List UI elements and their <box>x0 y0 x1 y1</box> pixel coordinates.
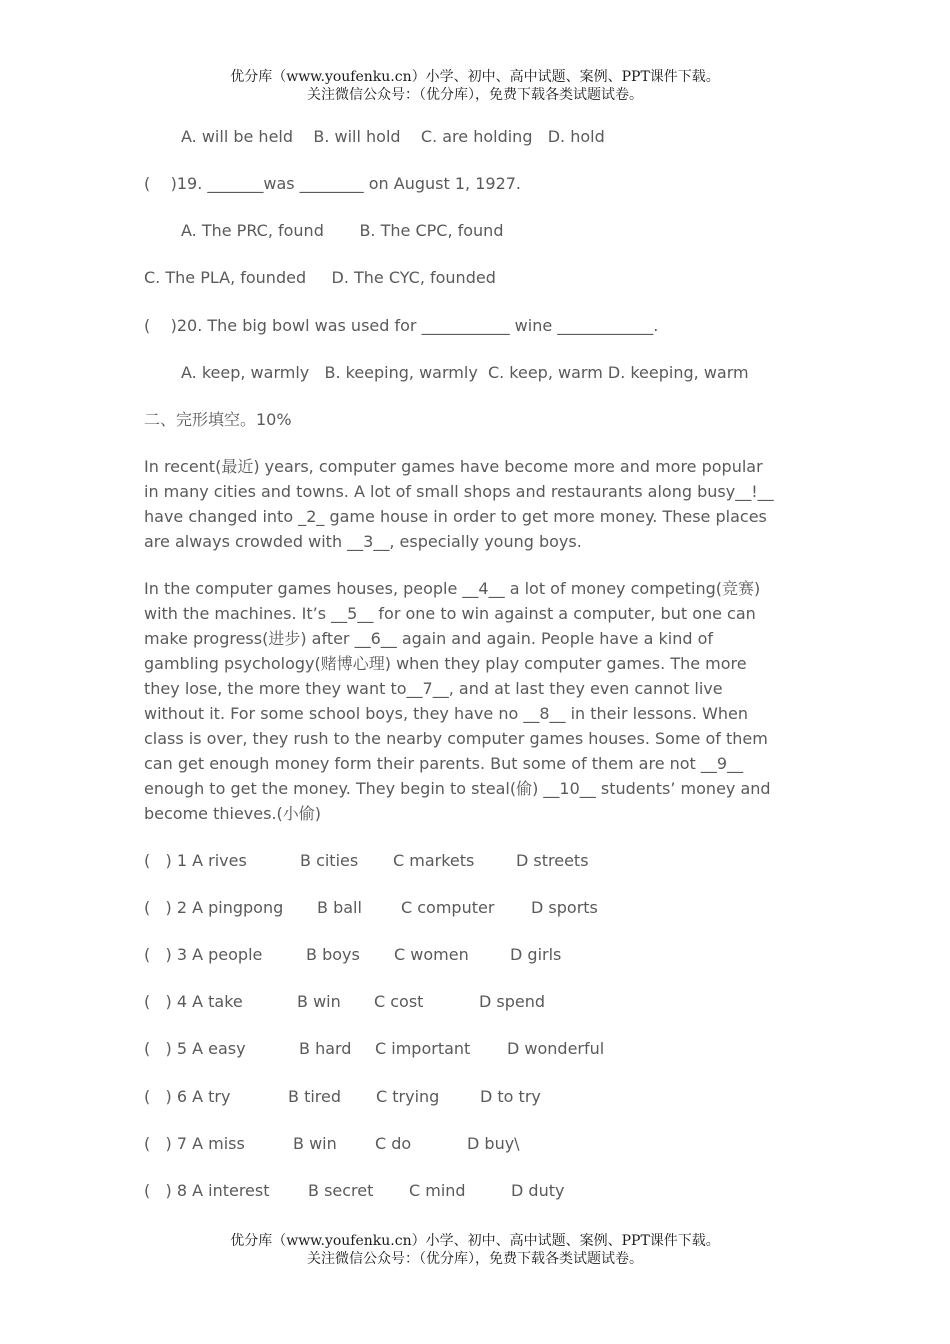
option-d: D streets <box>516 851 589 870</box>
page-footer <box>0 1232 950 1268</box>
paragraph-line: enough to get the money. They begin to steal(偷) __10__ students’ money and <box>144 779 771 798</box>
question-lead: ( ) 6 A try <box>144 1087 231 1106</box>
option-c: C markets <box>393 851 475 870</box>
q18-options: A. will be held B. will hold C. are holding D. hold <box>181 127 605 146</box>
paragraph-line: with the machines. It’s __5__ for one to win against a computer, but one can <box>144 604 756 623</box>
question-lead: ( ) 7 A miss <box>144 1134 245 1153</box>
q19-stem: ( )19. _______was ________ on August 1, 1927. <box>144 174 522 193</box>
paragraph-line: without it. For some school boys, they have no __8__ in their lessons. When <box>144 704 748 723</box>
paragraph-line: class is over, they rush to the nearby computer games houses. Some of them <box>144 729 768 748</box>
paragraph-line: gambling psychology(赌博心理) when they play computer games. The more <box>144 654 747 673</box>
option-c: C important <box>375 1039 471 1058</box>
cloze-question-4 <box>144 989 546 1014</box>
option-d: D to try <box>480 1087 541 1106</box>
cloze-question-7 <box>144 1131 520 1156</box>
question-lead: ( ) 5 A easy <box>144 1039 246 1058</box>
question-lead: ( ) 8 A interest <box>144 1181 270 1200</box>
option-b: B win <box>293 1134 337 1153</box>
cloze-question-6 <box>144 1084 541 1109</box>
option-b: B hard <box>299 1039 352 1058</box>
option-b: B ball <box>317 898 362 917</box>
option-c: C computer <box>401 898 495 917</box>
option-d: D duty <box>511 1181 565 1200</box>
cloze-question-5 <box>144 1036 605 1061</box>
paragraph-line: in many cities and towns. A lot of small shops and restaurants along busy__!__ <box>144 482 774 501</box>
paragraph-line: In recent(最近) years, computer games have become more and more popular <box>144 457 763 476</box>
paragraph-line: they lose, the more they want to__7__, and at last they even cannot live <box>144 679 723 698</box>
cloze-question-8 <box>144 1178 565 1203</box>
cloze-paragraph-2 <box>144 576 808 826</box>
option-d: D girls <box>510 945 562 964</box>
option-b: B win <box>297 992 341 1011</box>
option-c: C cost <box>374 992 424 1011</box>
paragraph-line: make progress(进步) after __6__ again and again. People have a kind of <box>144 629 714 648</box>
section-heading-cloze: 二、完形填空。10% <box>144 410 292 429</box>
question-lead: ( ) 3 A people <box>144 945 263 964</box>
footer-line-1: 优分库（www.youfenku.cn）小学、初中、高中试题、案例、PPT课件下载。 <box>230 1233 720 1249</box>
paragraph-line: In the computer games houses, people __4__ a lot of money competing(竞赛) <box>144 579 761 598</box>
q19-options-cd: C. The PLA, founded D. The CYC, founded <box>144 268 496 287</box>
page-header <box>0 68 950 104</box>
cloze-question-2 <box>144 895 598 920</box>
q20-stem: ( )20. The big bowl was used for ___________ wine ____________. <box>144 316 659 335</box>
option-c: C do <box>375 1134 412 1153</box>
option-c: C women <box>394 945 469 964</box>
option-b: B cities <box>300 851 359 870</box>
paragraph-line: become thieves.(小偷) <box>144 804 322 823</box>
header-line-2: 关注微信公众号：（优分库），免费下载各类试题试卷。 <box>307 87 643 103</box>
option-d: D wonderful <box>507 1039 605 1058</box>
option-d: D spend <box>479 992 546 1011</box>
footer-line-2: 关注微信公众号：（优分库），免费下载各类试题试卷。 <box>307 1251 643 1267</box>
option-b: B tired <box>288 1087 342 1106</box>
paragraph-line: can get enough money form their parents. But some of them are not __9__ <box>144 754 744 773</box>
q20-options: A. keep, warmly B. keeping, warmly C. keep, warm D. keeping, warm <box>181 363 749 382</box>
question-lead: ( ) 2 A pingpong <box>144 898 284 917</box>
option-b: B secret <box>308 1181 374 1200</box>
option-d: D sports <box>531 898 598 917</box>
paragraph-line: are always crowded with __3__, especially young boys. <box>144 532 582 551</box>
option-c: C trying <box>376 1087 440 1106</box>
cloze-question-1 <box>144 848 589 873</box>
paragraph-line: have changed into _2_ game house in order to get more money. These places <box>144 507 767 526</box>
option-b: B boys <box>306 945 360 964</box>
question-lead: ( ) 4 A take <box>144 992 243 1011</box>
option-d: D buy\ <box>467 1134 520 1153</box>
cloze-paragraph-1 <box>144 454 808 554</box>
question-lead: ( ) 1 A rives <box>144 851 247 870</box>
cloze-question-3 <box>144 942 562 967</box>
q19-options-ab: A. The PRC, found B. The CPC, found <box>181 221 504 240</box>
option-c: C mind <box>409 1181 466 1200</box>
header-line-1: 优分库（www.youfenku.cn）小学、初中、高中试题、案例、PPT课件下载。 <box>230 69 720 85</box>
